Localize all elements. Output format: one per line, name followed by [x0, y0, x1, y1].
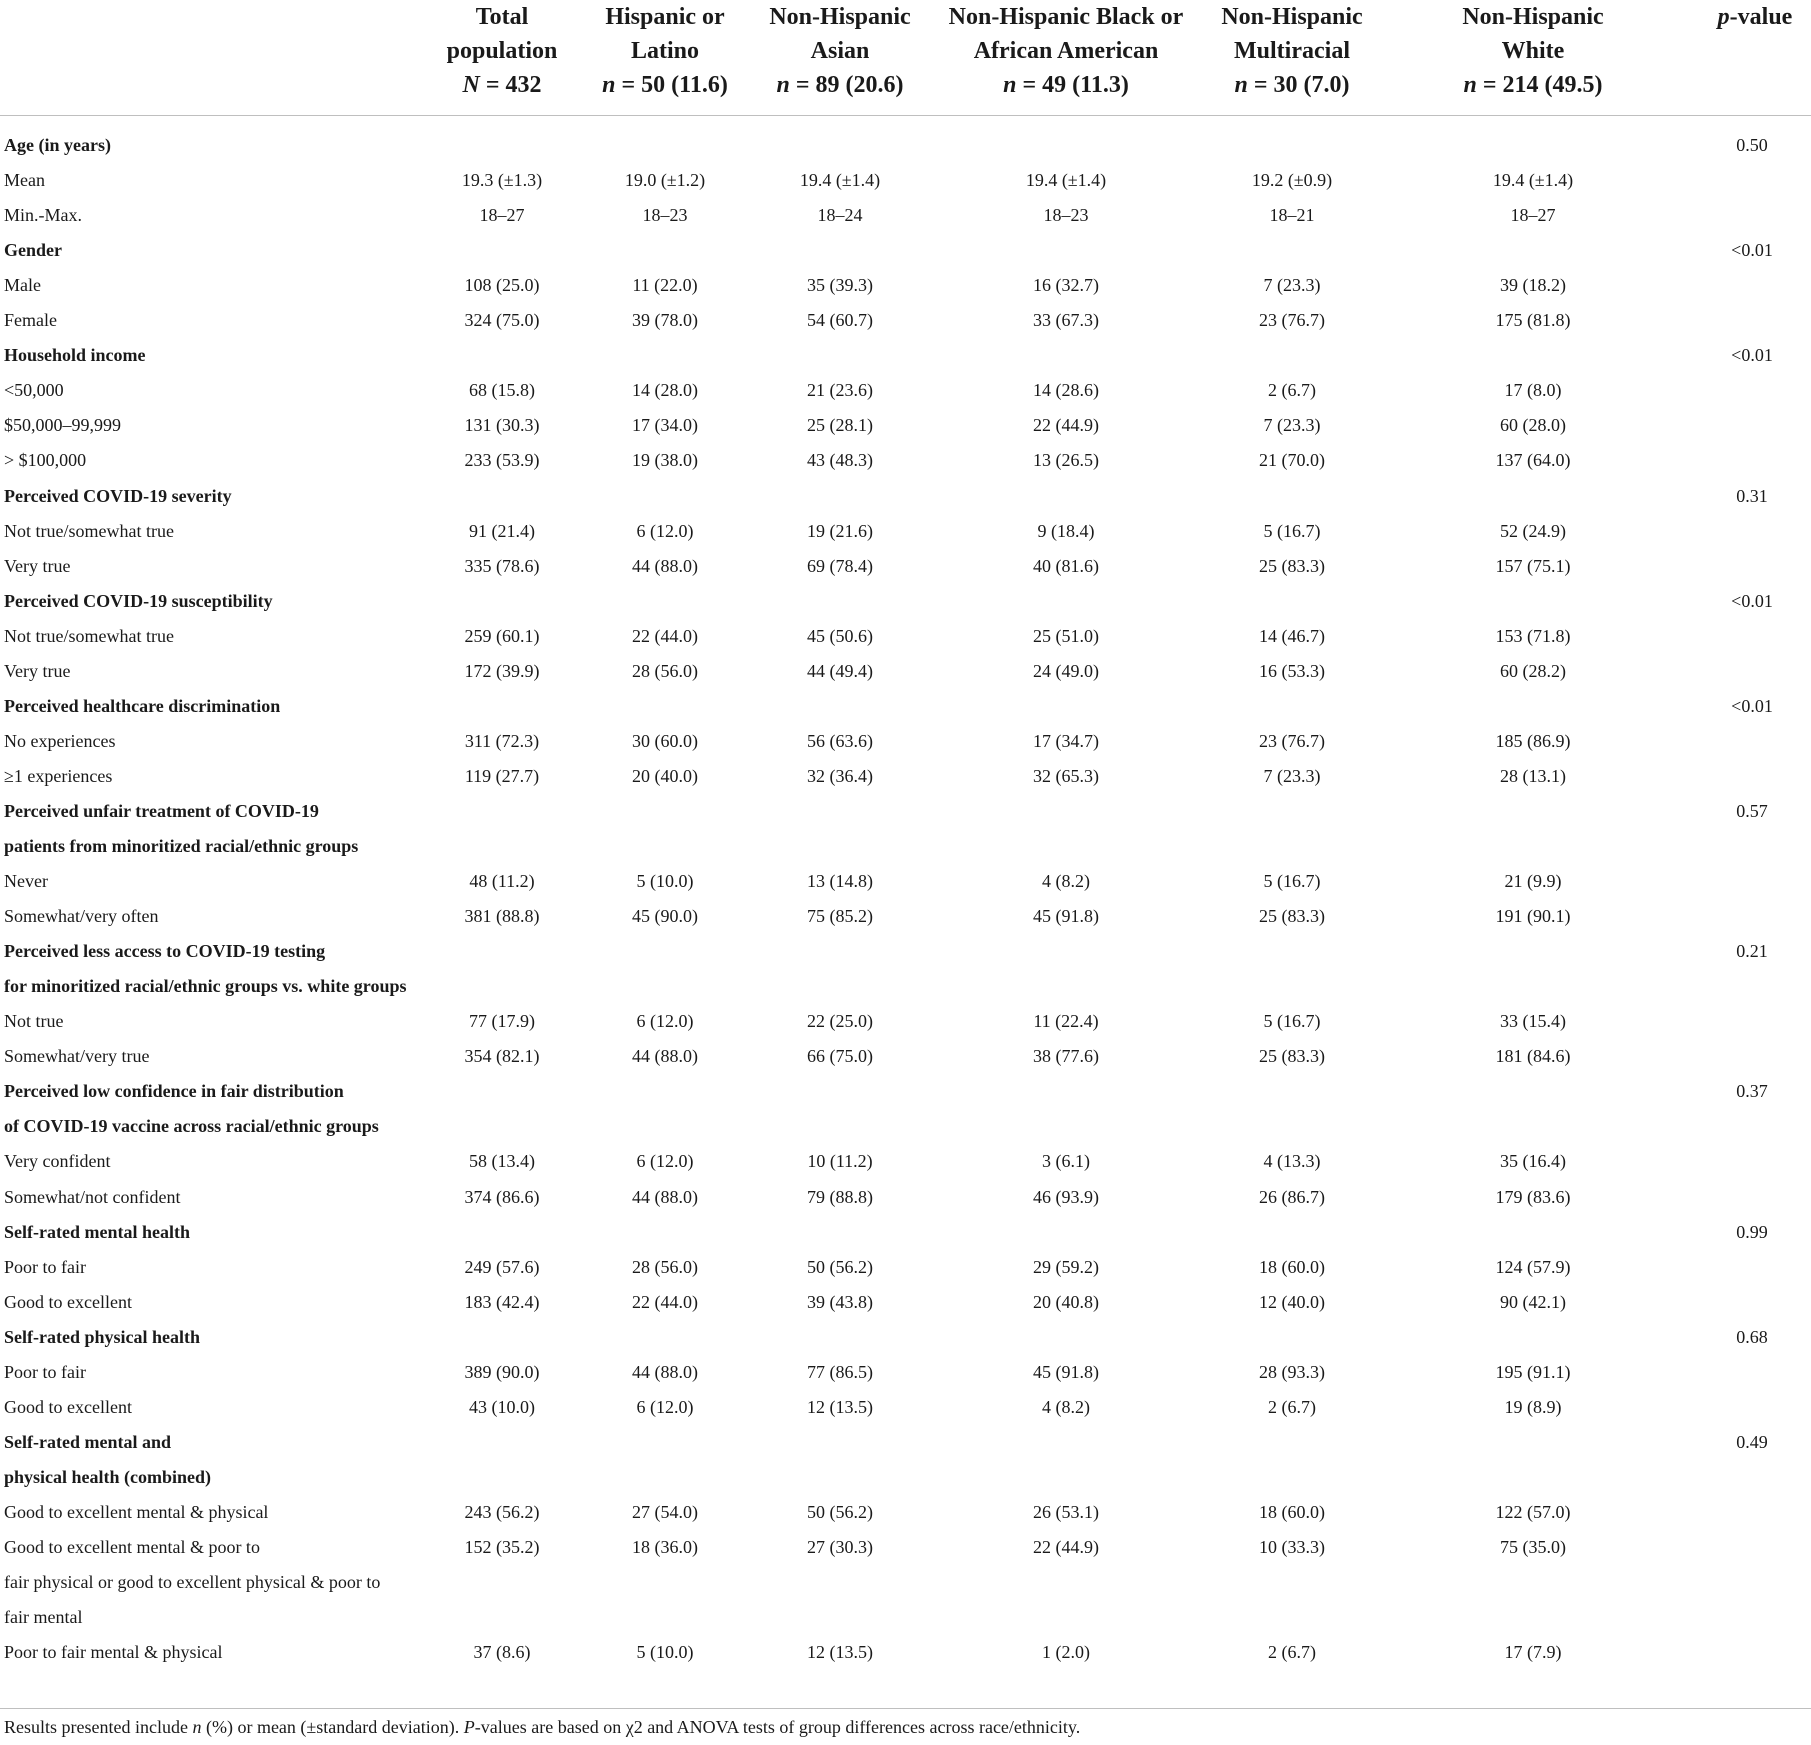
table-row [0, 268, 1811, 303]
row-label: fair mental [4, 1607, 83, 1628]
cell-value: 22 (44.0) [632, 625, 698, 646]
cell-value: 20 (40.8) [1033, 1291, 1099, 1312]
column-header-line1: Non-Hispanic Black or [948, 4, 1184, 30]
p-value: <0.01 [1731, 345, 1773, 366]
cell-value: 137 (64.0) [1495, 450, 1571, 471]
cell-value: 6 (12.0) [636, 1011, 694, 1032]
cell-value: 66 (75.0) [807, 1046, 873, 1067]
pvalue-rest: -value [1729, 4, 1793, 30]
cell-value: 21 (70.0) [1259, 450, 1325, 471]
cell-value: 119 (27.7) [464, 765, 540, 786]
table-row [0, 1039, 1811, 1074]
cell-value: 153 (71.8) [1495, 625, 1571, 646]
cell-value: 2 (6.7) [1268, 380, 1316, 401]
category-row [0, 1460, 1811, 1495]
cell-value: 68 (15.8) [469, 380, 535, 401]
p-value: 0.50 [1736, 135, 1768, 155]
cell-value: 14 (28.6) [1033, 380, 1099, 401]
cell-value: 32 (36.4) [807, 765, 873, 786]
cell-value: 79 (88.8) [807, 1186, 873, 1207]
category-row [0, 128, 1811, 163]
cell-value: 354 (82.1) [464, 1046, 540, 1067]
cell-value: 6 (12.0) [636, 520, 694, 541]
cell-value: 25 (83.3) [1259, 1046, 1325, 1067]
cell-value: 19.4 (±1.4) [1492, 170, 1574, 191]
column-n-value: = 214 (49.5) [1482, 72, 1603, 98]
cell-value: 195 (91.1) [1495, 1361, 1571, 1382]
table-row [0, 1530, 1811, 1565]
column-n-symbol: n [1003, 72, 1017, 98]
row-label: Mean [4, 170, 45, 191]
cell-value: 10 (11.2) [807, 1151, 873, 1172]
p-value: 0.57 [1736, 800, 1768, 821]
cell-value: 45 (90.0) [632, 906, 698, 927]
cell-value: 50 (56.2) [807, 1501, 873, 1522]
cell-value: 4 (13.3) [1263, 1151, 1321, 1172]
cell-value: 2 (6.7) [1268, 1642, 1316, 1663]
cell-value: 18–23 [642, 205, 688, 226]
cell-value: 4 (8.2) [1042, 871, 1090, 892]
cell-value: 77 (86.5) [807, 1361, 873, 1382]
table-row [0, 1285, 1811, 1320]
category-row [0, 689, 1811, 724]
cell-value: 19 (38.0) [632, 450, 698, 471]
cell-value: 75 (35.0) [1500, 1537, 1566, 1557]
cell-value: 4 (8.2) [1042, 1396, 1090, 1417]
row-label: Good to excellent [4, 1291, 132, 1312]
cell-value: 58 (13.4) [469, 1151, 535, 1172]
p-value: 0.37 [1736, 1081, 1768, 1102]
cell-value: 40 (81.6) [1033, 555, 1099, 576]
cell-value: 44 (88.0) [632, 1186, 698, 1207]
table-row [0, 198, 1811, 233]
row-label: physical health (combined) [4, 1466, 212, 1487]
cell-value: 90 (42.1) [1500, 1291, 1566, 1312]
cell-value: 5 (10.0) [636, 1642, 694, 1663]
row-label: No experiences [4, 730, 116, 751]
cell-value: 175 (81.8) [1495, 310, 1571, 331]
cell-value: 18 (36.0) [632, 1537, 698, 1557]
table-row [0, 163, 1811, 198]
cell-value: 28 (93.3) [1259, 1361, 1325, 1382]
cell-value: 124 (57.9) [1495, 1256, 1571, 1277]
table-footnote [4, 1714, 1080, 1740]
cell-value: 19.2 (±0.9) [1251, 170, 1333, 191]
row-label: Good to excellent mental & physical [4, 1501, 269, 1522]
row-label: Perceived unfair treatment of COVID-19 [4, 800, 319, 821]
cell-value: 157 (75.1) [1495, 555, 1571, 576]
cell-value: 39 (43.8) [807, 1291, 873, 1312]
cell-value: 185 (86.9) [1495, 730, 1571, 751]
row-label: Perceived low confidence in fair distribution [4, 1081, 344, 1102]
table-row [0, 549, 1811, 584]
cell-value: 43 (10.0) [469, 1396, 535, 1417]
cell-value: 26 (53.1) [1033, 1501, 1099, 1522]
cell-value: 27 (54.0) [632, 1501, 698, 1522]
cell-value: 33 (67.3) [1033, 310, 1099, 331]
cell-value: 1 (2.0) [1042, 1642, 1090, 1663]
row-label: Not true [4, 1011, 64, 1032]
table-row [0, 1635, 1811, 1670]
column-n-symbol: n [1234, 72, 1248, 98]
cell-value: 122 (57.0) [1495, 1501, 1571, 1522]
row-label: Very true [4, 555, 71, 576]
cell-value: 22 (44.9) [1033, 1537, 1099, 1557]
cell-value: 16 (32.7) [1033, 275, 1099, 296]
cell-value: 28 (56.0) [632, 1256, 698, 1277]
row-label: Poor to fair mental & physical [4, 1642, 223, 1663]
p-value: <0.01 [1731, 695, 1773, 716]
cell-value: 22 (44.0) [632, 1291, 698, 1312]
cell-value: 18–27 [1510, 205, 1556, 226]
cell-value: 38 (77.6) [1033, 1046, 1099, 1067]
cell-value: 25 (83.3) [1259, 555, 1325, 576]
table-row [0, 373, 1811, 408]
cell-value: 12 (13.5) [807, 1642, 873, 1663]
row-label: Somewhat/not confident [4, 1186, 181, 1207]
cell-value: 335 (78.6) [464, 555, 540, 576]
cell-value: 13 (26.5) [1033, 450, 1099, 471]
column-header-line1: Hispanic or [605, 4, 725, 30]
table-row [0, 759, 1811, 794]
cell-value: 22 (25.0) [807, 1011, 873, 1032]
cell-value: 25 (28.1) [807, 415, 873, 436]
cell-value: 233 (53.9) [464, 450, 540, 471]
column-n-symbol: n [776, 72, 790, 98]
footnote-n: n [192, 1717, 202, 1737]
row-label: fair physical or good to excellent physical & poor to [4, 1572, 381, 1593]
row-label: Gender [4, 240, 62, 261]
cell-value: 50 (56.2) [807, 1256, 873, 1277]
cell-value: 45 (50.6) [807, 625, 873, 646]
column-header-line2: African American [973, 38, 1159, 64]
cell-value: 45 (91.8) [1033, 906, 1099, 927]
cell-value: 19 (8.9) [1504, 1396, 1562, 1417]
cell-value: 179 (83.6) [1495, 1186, 1571, 1207]
cell-value: 324 (75.0) [464, 310, 540, 331]
cell-value: 29 (59.2) [1033, 1256, 1099, 1277]
cell-value: 243 (56.2) [464, 1501, 540, 1522]
cell-value: 23 (76.7) [1259, 730, 1325, 751]
cell-value: 44 (88.0) [632, 1361, 698, 1382]
cell-value: 18–27 [479, 205, 525, 226]
row-label: Poor to fair [4, 1256, 86, 1277]
cell-value: 18–24 [817, 205, 863, 226]
cell-value: 17 (34.0) [632, 415, 698, 436]
cell-value: 183 (42.4) [464, 1291, 540, 1312]
cell-value: 18 (60.0) [1259, 1256, 1325, 1277]
cell-value: 18–21 [1269, 205, 1315, 226]
table-row [0, 443, 1811, 478]
cell-value: 6 (12.0) [636, 1396, 694, 1417]
cell-value: 181 (84.6) [1495, 1046, 1571, 1067]
column-n-symbol: N [462, 72, 480, 98]
cell-value: 5 (16.7) [1263, 520, 1321, 541]
cell-value: 32 (65.3) [1033, 765, 1099, 786]
cell-value: 69 (78.4) [807, 555, 873, 576]
table-row [0, 724, 1811, 759]
cell-value: 6 (12.0) [636, 1151, 694, 1172]
cell-value: 45 (91.8) [1033, 1361, 1099, 1382]
column-header-n [1383, 68, 1683, 102]
table-row [0, 1600, 1811, 1635]
table-row [0, 1250, 1811, 1285]
column-n-value: = 30 (7.0) [1253, 72, 1350, 98]
cell-value: 389 (90.0) [464, 1361, 540, 1382]
category-row [0, 969, 1811, 1004]
cell-value: 44 (88.0) [632, 555, 698, 576]
column-header-pvalue [1700, 0, 1810, 34]
row-label: Perceived COVID-19 severity [4, 485, 232, 506]
column-header-line2: population [446, 38, 558, 64]
p-value: 0.99 [1736, 1221, 1768, 1242]
row-label: Very confident [4, 1151, 111, 1172]
cell-value: 26 (86.7) [1259, 1186, 1325, 1207]
cell-value: 5 (16.7) [1263, 871, 1321, 892]
cell-value: 19.3 (±1.3) [461, 170, 543, 191]
cell-value: 191 (90.1) [1495, 906, 1571, 927]
cell-value: 14 (28.0) [632, 380, 698, 401]
cell-value: 108 (25.0) [464, 275, 540, 296]
row-label: patients from minoritized racial/ethnic groups [4, 836, 359, 856]
cell-value: 44 (88.0) [632, 1046, 698, 1067]
category-row [0, 829, 1811, 864]
row-label: Min.-Max. [4, 205, 82, 226]
table-row [0, 514, 1811, 549]
cell-value: 12 (40.0) [1259, 1291, 1325, 1312]
cell-value: 12 (13.5) [807, 1396, 873, 1417]
column-n-value: = 432 [485, 72, 542, 98]
cell-value: 9 (18.4) [1037, 520, 1095, 541]
cell-value: 7 (23.3) [1263, 275, 1321, 296]
row-label: Somewhat/very true [4, 1046, 150, 1067]
cell-value: 21 (23.6) [807, 380, 873, 401]
column-header-line2: Asian [810, 38, 870, 64]
cell-value: 56 (63.6) [807, 730, 873, 751]
cell-value: 13 (14.8) [807, 871, 873, 892]
table-row [0, 1180, 1811, 1215]
column-n-value: = 89 (20.6) [795, 72, 904, 98]
cell-value: 21 (9.9) [1504, 871, 1562, 892]
row-label: > $100,000 [4, 450, 87, 471]
row-label: Poor to fair [4, 1361, 86, 1382]
cell-value: 27 (30.3) [807, 1537, 873, 1557]
table-row [0, 1565, 1811, 1600]
table-row [0, 1495, 1811, 1530]
column-header-line2: White [1501, 38, 1565, 64]
column-header-line2: Latino [630, 38, 699, 64]
column-header-line1: Non-Hispanic [1221, 4, 1363, 30]
cell-value: 28 (13.1) [1500, 765, 1566, 786]
category-row [0, 794, 1811, 829]
category-row [0, 1109, 1811, 1144]
cell-value: 24 (49.0) [1033, 660, 1099, 681]
p-value: 0.68 [1736, 1326, 1768, 1347]
cell-value: 46 (93.9) [1033, 1186, 1099, 1207]
row-label: Perceived less access to COVID-19 testing [4, 941, 326, 962]
table-row [0, 864, 1811, 899]
category-row [0, 1320, 1811, 1355]
p-value: <0.01 [1731, 240, 1773, 261]
cell-value: 2 (6.7) [1268, 1396, 1316, 1417]
cell-value: 77 (17.9) [469, 1011, 535, 1032]
p-value: 0.21 [1736, 941, 1768, 962]
cell-value: 381 (88.8) [464, 906, 540, 927]
column-header-line1: Total [475, 4, 529, 30]
cell-value: 52 (24.9) [1500, 520, 1566, 541]
cell-value: 16 (53.3) [1259, 660, 1325, 681]
footnote-text-3: -values are based on χ2 and ANOVA tests of group differences across race/ethnicity. [474, 1717, 1081, 1737]
row-label: Perceived COVID-19 susceptibility [4, 590, 273, 611]
cell-value: 311 (72.3) [464, 730, 540, 751]
row-label: Female [4, 310, 57, 331]
row-label: Self-rated physical health [4, 1326, 200, 1347]
row-label: Male [4, 275, 41, 296]
cell-value: 22 (44.9) [1033, 415, 1099, 436]
cell-value: 17 (8.0) [1504, 380, 1562, 401]
row-label: Perceived healthcare discrimination [4, 695, 281, 716]
table-row [0, 303, 1811, 338]
cell-value: 249 (57.6) [464, 1256, 540, 1277]
row-label: Good to excellent mental & poor to [4, 1537, 260, 1557]
cell-value: 23 (76.7) [1259, 310, 1325, 331]
cell-value: 11 (22.0) [632, 275, 698, 296]
footnote-text-1: Results presented include [4, 1717, 193, 1737]
table-row [0, 619, 1811, 654]
table-row [0, 1144, 1811, 1179]
table-header [0, 0, 1811, 100]
cell-value: 39 (18.2) [1500, 275, 1566, 296]
p-value: 0.49 [1736, 1431, 1768, 1452]
row-label: Household income [4, 345, 146, 366]
cell-value: 19.4 (±1.4) [1025, 170, 1107, 191]
category-row [0, 584, 1811, 619]
cell-value: 10 (33.3) [1259, 1537, 1325, 1557]
category-row [0, 1074, 1811, 1109]
cell-value: 37 (8.6) [473, 1642, 531, 1663]
cell-value: 60 (28.2) [1500, 660, 1566, 681]
row-label: Somewhat/very often [4, 906, 159, 927]
cell-value: 17 (34.7) [1033, 730, 1099, 751]
cell-value: 259 (60.1) [464, 625, 540, 646]
cell-value: 19 (21.6) [807, 520, 873, 541]
column-header-line1: Non-Hispanic [769, 4, 911, 30]
row-label: ≥1 experiences [4, 765, 113, 786]
footnote-p: P [463, 1717, 475, 1737]
cell-value: 54 (60.7) [807, 310, 873, 331]
header-rule [0, 115, 1811, 116]
row-label: Very true [4, 660, 71, 681]
cell-value: 374 (86.6) [464, 1186, 540, 1207]
row-label: $50,000–99,999 [4, 415, 121, 436]
cell-value: 152 (35.2) [464, 1537, 540, 1557]
cell-value: 5 (10.0) [636, 871, 694, 892]
row-label: Never [4, 871, 48, 892]
table-row [0, 1004, 1811, 1039]
category-row [0, 1425, 1811, 1460]
table-row [0, 1390, 1811, 1425]
cell-value: 91 (21.4) [469, 520, 535, 541]
row-label: Age (in years) [4, 135, 111, 155]
cell-value: 35 (16.4) [1500, 1151, 1566, 1172]
column-header-5 [1383, 0, 1683, 102]
row-label: Good to excellent [4, 1396, 132, 1417]
row-label: Not true/somewhat true [4, 625, 174, 646]
table-row [0, 408, 1811, 443]
p-value: <0.01 [1731, 590, 1773, 611]
cell-value: 44 (49.4) [807, 660, 873, 681]
cell-value: 131 (30.3) [464, 415, 540, 436]
column-n-value: = 50 (11.6) [621, 72, 728, 98]
cell-value: 30 (60.0) [632, 730, 698, 751]
cell-value: 5 (16.7) [1263, 1011, 1321, 1032]
p-value: 0.31 [1736, 485, 1768, 506]
table-row [0, 1355, 1811, 1390]
category-row [0, 233, 1811, 268]
cell-value: 75 (85.2) [807, 906, 873, 927]
cell-value: 35 (39.3) [807, 275, 873, 296]
table-row [0, 654, 1811, 689]
category-row [0, 338, 1811, 373]
row-label: Self-rated mental and [4, 1431, 171, 1452]
cell-value: 19.4 (±1.4) [799, 170, 881, 191]
cell-value: 48 (11.2) [469, 871, 535, 892]
cell-value: 28 (56.0) [632, 660, 698, 681]
row-label: of COVID-19 vaccine across racial/ethnic groups [4, 1116, 379, 1137]
column-n-symbol: n [1463, 72, 1477, 98]
row-label: Not true/somewhat true [4, 520, 174, 541]
column-header-line1: Non-Hispanic [1462, 4, 1604, 30]
row-label: for minoritized racial/ethnic groups vs. white groups [4, 976, 407, 997]
cell-value: 18 (60.0) [1259, 1501, 1325, 1522]
column-n-symbol: n [602, 72, 616, 98]
category-row [0, 479, 1811, 514]
cell-value: 11 (22.4) [1033, 1011, 1099, 1032]
cell-value: 60 (28.0) [1500, 415, 1566, 436]
cell-value: 33 (15.4) [1500, 1011, 1566, 1032]
cell-value: 43 (48.3) [807, 450, 873, 471]
cell-value: 17 (7.9) [1504, 1642, 1562, 1663]
cell-value: 18–23 [1043, 205, 1089, 226]
category-row [0, 1215, 1811, 1250]
cell-value: 7 (23.3) [1263, 415, 1321, 436]
column-header-line2: Multiracial [1234, 38, 1350, 64]
cell-value: 19.0 (±1.2) [624, 170, 706, 191]
column-n-value: = 49 (11.3) [1022, 72, 1129, 98]
cell-value: 172 (39.9) [464, 660, 540, 681]
cell-value: 25 (83.3) [1259, 906, 1325, 927]
cell-value: 20 (40.0) [632, 765, 698, 786]
pvalue-p: p [1717, 4, 1730, 30]
cell-value: 3 (6.1) [1042, 1151, 1090, 1172]
cell-value: 14 (46.7) [1259, 625, 1325, 646]
footnote-text-2: (%) or mean (±standard deviation). [201, 1717, 464, 1737]
row-label: <50,000 [4, 380, 64, 401]
row-label: Self-rated mental health [4, 1221, 190, 1242]
table-row [0, 899, 1811, 934]
category-row [0, 934, 1811, 969]
cell-value: 7 (23.3) [1263, 765, 1321, 786]
footer-rule [0, 1708, 1811, 1709]
cell-value: 39 (78.0) [632, 310, 698, 331]
cell-value: 25 (51.0) [1033, 625, 1099, 646]
